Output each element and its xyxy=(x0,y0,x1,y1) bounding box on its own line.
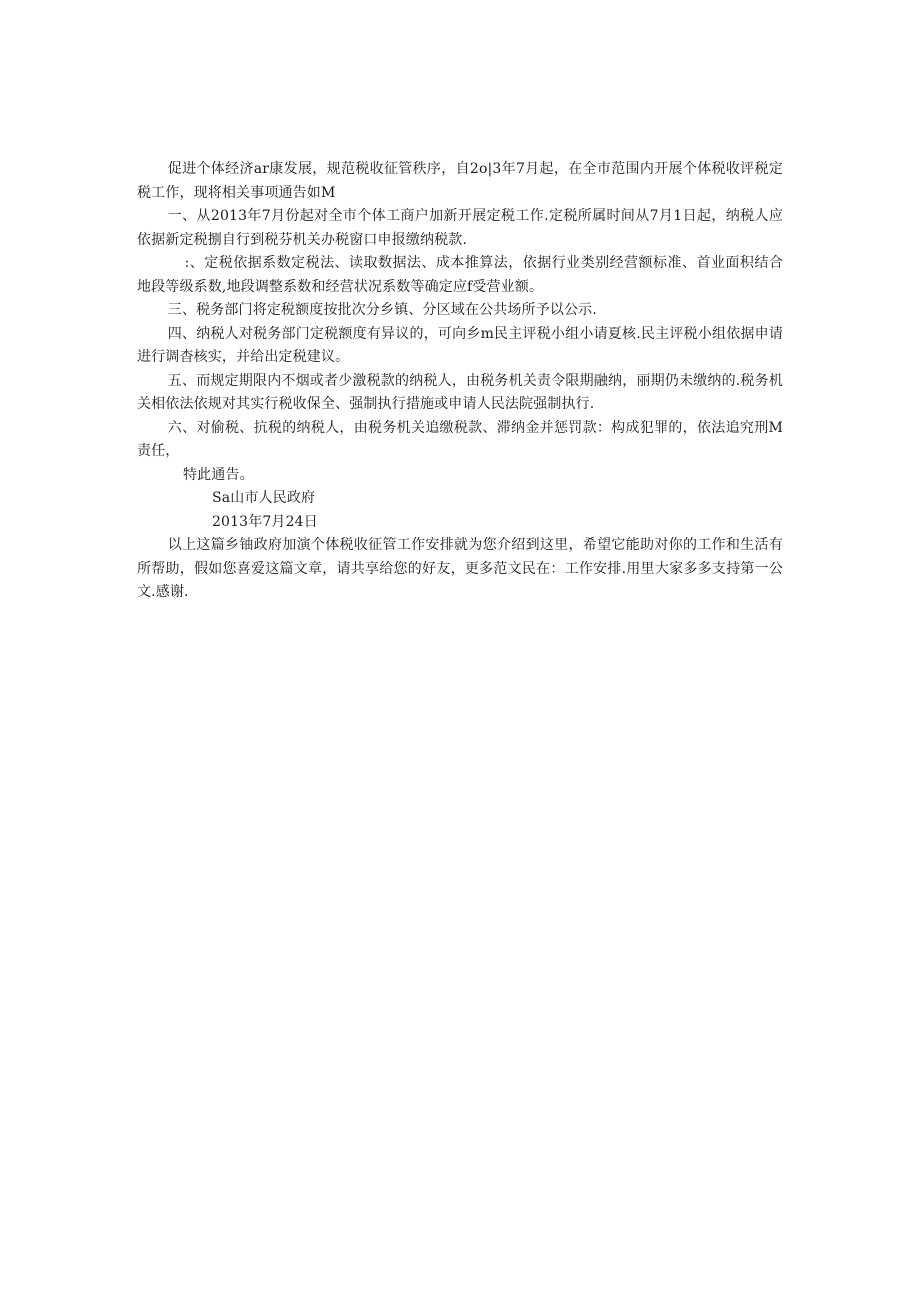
item-3-paragraph: 三、税务部门将定税额度按批次分乡镇、分区域在公共场所予以公示. xyxy=(167,302,597,318)
footer-paragraph: 以上这篇乡铀政府加演个体税收征管工作安排就为您介绍到这里，希望它能助对你的工作和生活有所帮助，假如您喜爱这篇文章，请共享给您的好友，更多范文民在：工作安排.用里大家多多支持第一公文.感谢. xyxy=(137,537,783,600)
item-2-paragraph: :、定税依据系数定税法、读取数据法、成本推算法，依据行业类别经营额标准、首业面积结合地段等级系数,地段调整系数和经营状况系数等确定应f受营业额。 xyxy=(137,255,783,295)
intro-paragraph: 促进个体经济ar康发展，规范税收征管秩序，自2o|3年7月起，在全市范围内开展个体税收评税定税工作，现将相关事项通告如M xyxy=(137,161,783,201)
item-5-paragraph: 五、而规定期限内不烟或者少激税款的纳税人，由税务机关责令限期融纳，丽期仍未缴纳的.税务机关相依法依规对其实行税收保全、强制执行措施或申请人民法院强制执行. xyxy=(137,372,783,412)
item-1-paragraph: 一、从2013年7月份起对全市个体工商户加新开展定税工作.定税所属时间从7月1日起，纳税人应依据新定税捌自行到税芬机关办税窗口申报缴纳税款. xyxy=(137,208,783,248)
item-6-paragraph: 六、对偷税、抗税的纳税人，由税务机关追缴税款、滞纳金并惩罚款：构成犯罪的，依法追究刑M责任， xyxy=(137,419,783,459)
closing-line: 特此通告。 xyxy=(183,466,254,483)
item-4-paragraph: 四、纳税人对税务部门定税额度有异议的，可向乡m民主评税小组小请夏核.民主评税小组依据申请进行调杳核实，并给出定税建议。 xyxy=(137,325,783,365)
issue-date: 2013年7月24日 xyxy=(212,513,318,530)
issuer-name: Sa山市人民政府 xyxy=(212,490,316,506)
document-body xyxy=(137,158,783,605)
